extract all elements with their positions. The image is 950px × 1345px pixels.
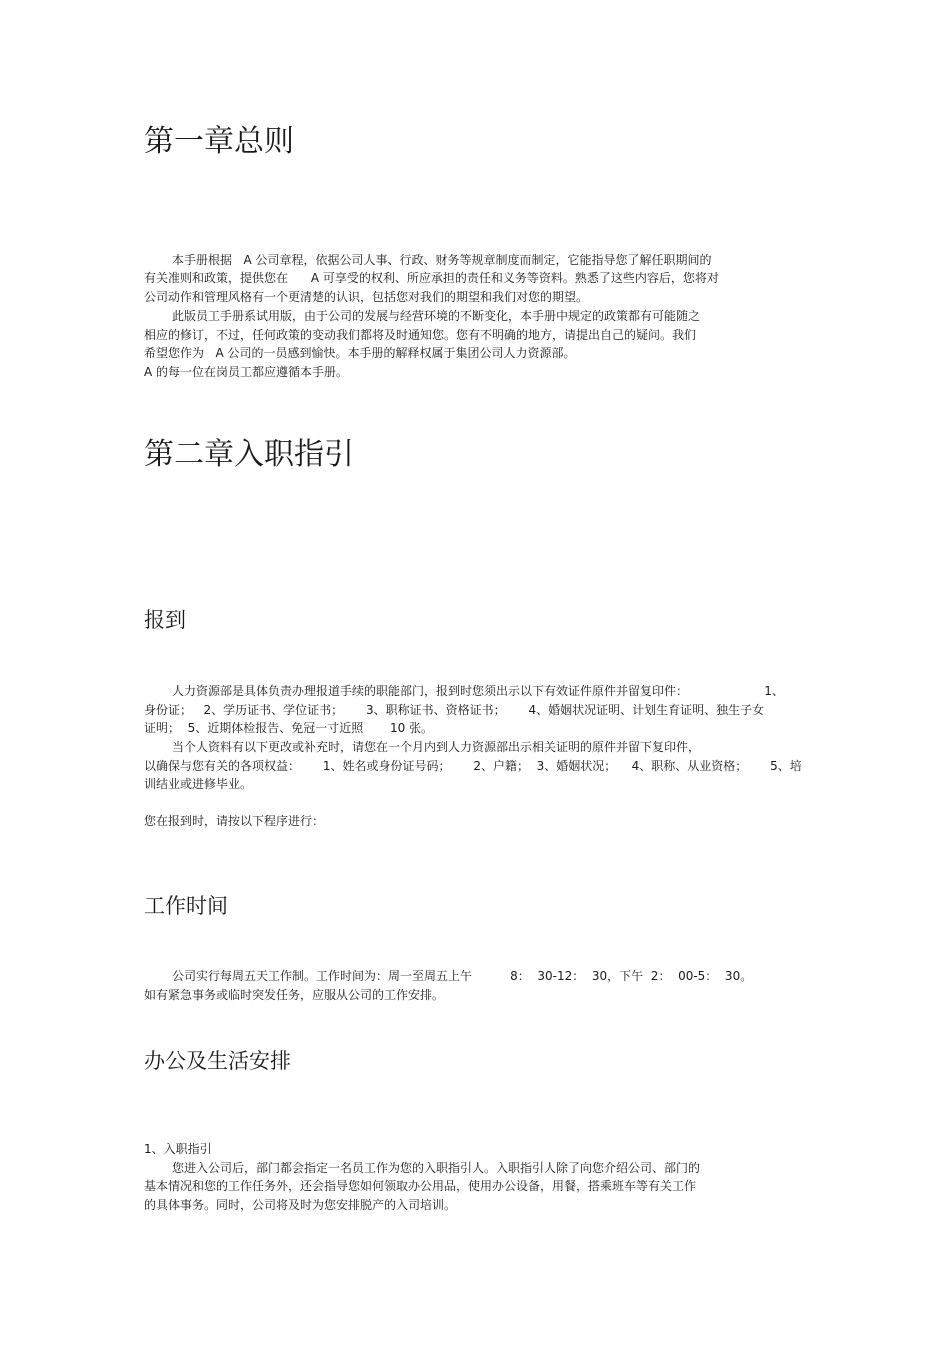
text-line: 公司实行每周五天工作制。工作时间为：周一至周五上午 8： 30-12： 30，下午 2： 00-5： 30。	[172, 969, 753, 983]
text-line: 您在报到时，请按以下程序进行：	[144, 814, 325, 828]
section-worktime-title: 工作时间	[144, 894, 228, 918]
text-line: 身份证； 2、学历证书、学位证书； 3、职称证书、资格证书； 4、婚姻状况证明、计划生育证明、独生子女	[144, 703, 765, 717]
text-line: 如有紧急事务或临时突发任务，应服从公司的工作安排。	[144, 988, 445, 1002]
text-line: 您进入公司后，部门都会指定一名员工作为您的入职指引人。入职指引人除了向您介绍公司、部门的	[172, 1161, 701, 1175]
text-line: 训结业或进修毕业。	[144, 777, 253, 791]
text-line: 当个人资料有以下更改或补充时，请您在一个月内到人力资源部出示相关证明的原件并留下复印件，	[172, 740, 701, 754]
chapter-2-title: 第二章入职指引	[144, 437, 354, 472]
text-line: 有关准则和政策，提供您在 A 可享受的权利、所应承担的责任和义务等资料。熟悉了这些内容后，您将对	[144, 271, 719, 285]
section-office-title: 办公及生活安排	[144, 1049, 291, 1073]
text-line: 本手册根据 A 公司章程，依据公司人事、行政、财务等规章制度而制定，它能指导您了解任职期间的	[172, 253, 712, 267]
subsection-heading: 1、入职指引	[144, 1142, 212, 1156]
text-line: 相应的修订，不过，任何政策的变动我们都将及时通知您。您有不明确的地方，请提出自己的疑问。我们	[144, 328, 697, 342]
text-line: 以确保与您有关的各项权益： 1、姓名或身份证号码； 2、户籍； 3、婚姻状况； 4、职称、从业资格； 5、培	[144, 759, 802, 773]
text-line: 希望您作为 A 公司的一员感到愉快。本手册的解释权属于集团公司人力资源部。	[144, 346, 576, 360]
text-line: A 的每一位在岗员工都应遵循本手册。	[144, 365, 349, 379]
text-line: 人力资源部是具体负责办理报道手续的职能部门，报到时您须出示以下有效证件原件并留复印件： 1、	[172, 684, 784, 698]
text-line: 的具体事务。同时，公司将及时为您安排脱产的入司培训。	[144, 1198, 457, 1212]
text-line: 公司动作和管理风格有一个更清楚的认识，包括您对我们的期望和我们对您的期望。	[144, 290, 589, 304]
text-line: 此版员工手册系试用版，由于公司的发展与经营环境的不断变化，本手册中规定的政策都有可能随之	[172, 309, 701, 323]
text-line: 证明； 5、近期体检报告、免冠一寸近照 10 张。	[144, 721, 434, 735]
chapter-1-title: 第一章总则	[144, 124, 294, 159]
text-line: 基本情况和您的工作任务外，还会指导您如何领取办公用品，使用办公设备，用餐，搭乘班车等有关工作	[144, 1179, 697, 1193]
section-report-title: 报到	[144, 608, 186, 632]
